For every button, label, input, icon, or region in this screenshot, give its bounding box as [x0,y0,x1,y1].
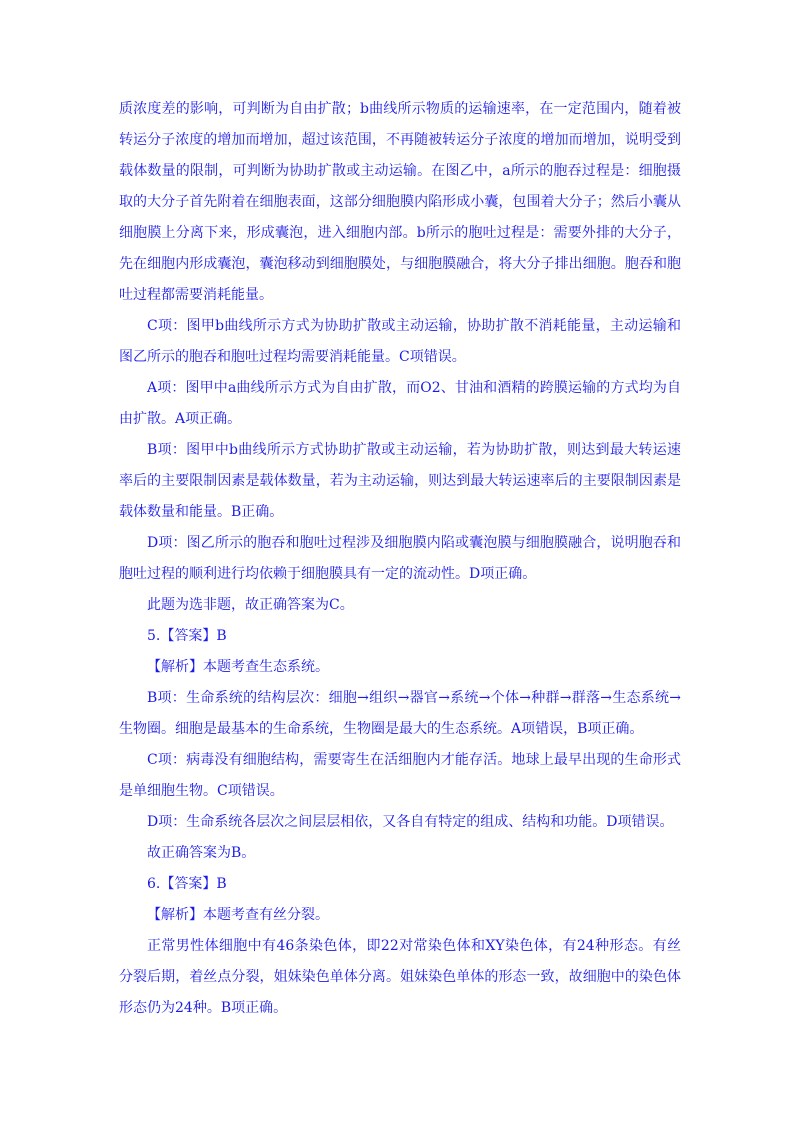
document-body [119,94,681,1024]
paragraph-option-c: C项：图甲b曲线所示方式为协助扩散或主动运输，协助扩散不消耗能量，主动运输和图乙所示的胞吞和胞吐过程均需要消耗能量。C项错误。 [119,318,681,365]
paragraph-5-option-c: C项：病毒没有细胞结构，需要寄生在活细胞内才能存活。地球上最早出现的生命形式是单细胞生物。C项错误。 [119,752,681,799]
paragraph-5-option-b: B项：生命系统的结构层次：细胞→组织→器官→系统→个体→种群→群落→生态系统→生物圈。细胞是最基本的生命系统，生物圈是最大的生态系统。A项错误，B项正确。 [119,690,681,737]
paragraph-6-explanation: 正常男性体细胞中有46条染色体，即22对常染色体和XY染色体，有24种形态。有丝分裂后期，着丝点分裂，姐妹染色单体分离。姐妹染色单体的形态一致，故细胞中的染色体形态仍为24种。B项正确。 [119,938,681,1016]
paragraph-5-option-d: D项：生命系统各层次之间层层相依，又各自有特定的组成、结构和功能。D项错误。 [147,814,674,830]
answer-heading-6: 6.【答案】B [147,876,227,892]
answer-heading-5: 5.【答案】B [147,628,227,644]
paragraph-option-b: B项：图甲中b曲线所示方式协助扩散或主动运输，若为协助扩散，则达到最大转运速率后的主要限制因素是载体数量，若为主动运输，则达到最大转运速率后的主要限制因素是载体数量和能量。B正确。 [119,442,681,520]
paragraph-option-a: A项：图甲中a曲线所示方式为自由扩散，而O2、甘油和酒精的跨膜运输的方式均为自由扩散。A项正确。 [119,380,681,427]
paragraph-continued-analysis: 质浓度差的影响，可判断为自由扩散；b曲线所示物质的运输速率，在一定范围内，随着被转运分子浓度的增加而增加，超过该范围，不再随被转运分子浓度的增加而增加，说明受到载体数量的限制，可判断为协助扩散或主动运输。在图乙中，a所示的胞吞过程是：细胞摄取的大分子首先附着在细胞表面，这部分细胞膜内陷形成小囊，包围着大分子；然后小囊从细胞膜上分离下来，形成囊泡，进入细胞内部。b所示的胞吐过程是：需要外排的大分子，先在细胞内形成囊泡，囊泡移动到细胞膜处，与细胞膜融合，将大分子排出细胞。胞吞和胞吐过程都需要消耗能量。 [119,101,681,303]
paragraph-conclusion-5: 故正确答案为B。 [147,845,256,861]
analysis-heading-6: 【解析】本题考查有丝分裂。 [147,907,329,923]
paragraph-option-d: D项：图乙所示的胞吞和胞吐过程涉及细胞膜内陷或囊泡膜与细胞膜融合，说明胞吞和胞吐过程的顺利进行均依赖于细胞膜具有一定的流动性。D项正确。 [119,535,681,582]
paragraph-conclusion-4: 此题为选非题，故正确答案为C。 [147,597,354,613]
analysis-heading-5: 【解析】本题考查生态系统。 [147,659,329,675]
